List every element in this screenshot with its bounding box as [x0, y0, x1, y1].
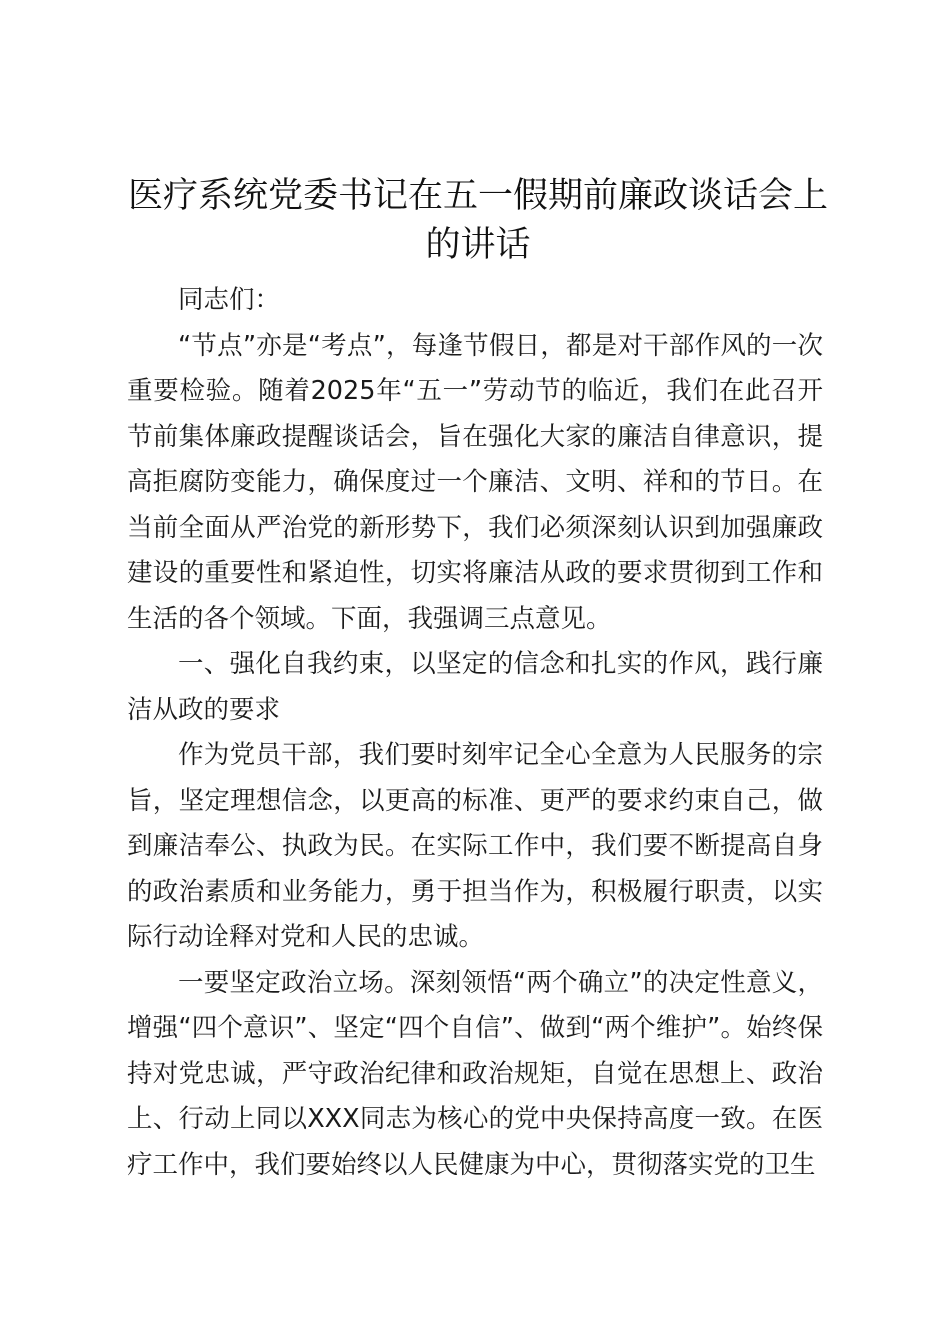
document-body [127, 278, 823, 1188]
document-title: 医疗系统党委书记在五一假期前廉政谈话会上的讲话 [127, 176, 828, 265]
body-paragraph: 一要坚定政治立场。深刻领悟“两个确立”的决定性意义，增强“四个意识”、坚定“四个自信”、做到“两个维护”。始终保持对党忠诚，严守政治纪律和政治规矩，自觉在思想上、政治上、行动上同以XXX同志为核心的党中央保持高度一致。在医疗工作中，我们要始终以人民健康为中心，贯彻落实党的卫生 [127, 967, 823, 1180]
body-paragraph: 作为党员干部，我们要时刻牢记全心全意为人民服务的宗旨，坚定理想信念，以更高的标准、更严的要求约束自己，做到廉洁奉公、执政为民。在实际工作中，我们要不断提高自身的政治素质和业务能力，勇于担当作为，积极履行职责，以实际行动诠释对党和人民的忠诚。 [127, 740, 823, 952]
intro-paragraph: “节点”亦是“考点”，每逢节假日，都是对干部作风的一次重要检验。随着2025年“五一”劳动节的临近，我们在此召开节前集体廉政提醒谈话会，旨在强化大家的廉洁自律意识，提高拒腐防变能力，确保度过一个廉洁、文明、祥和的节日。在当前全面从严治党的新形势下，我们必须深刻认识到加强廉政建设的重要性和紧迫性，切实将廉洁从政的要求贯彻到工作和生活的各个领域。下面，我强调三点意见。 [127, 330, 823, 634]
section-heading-1: 一、强化自我约束，以坚定的信念和扎实的作风，践行廉洁从政的要求 [127, 649, 823, 725]
salutation: 同志们： [178, 285, 281, 315]
